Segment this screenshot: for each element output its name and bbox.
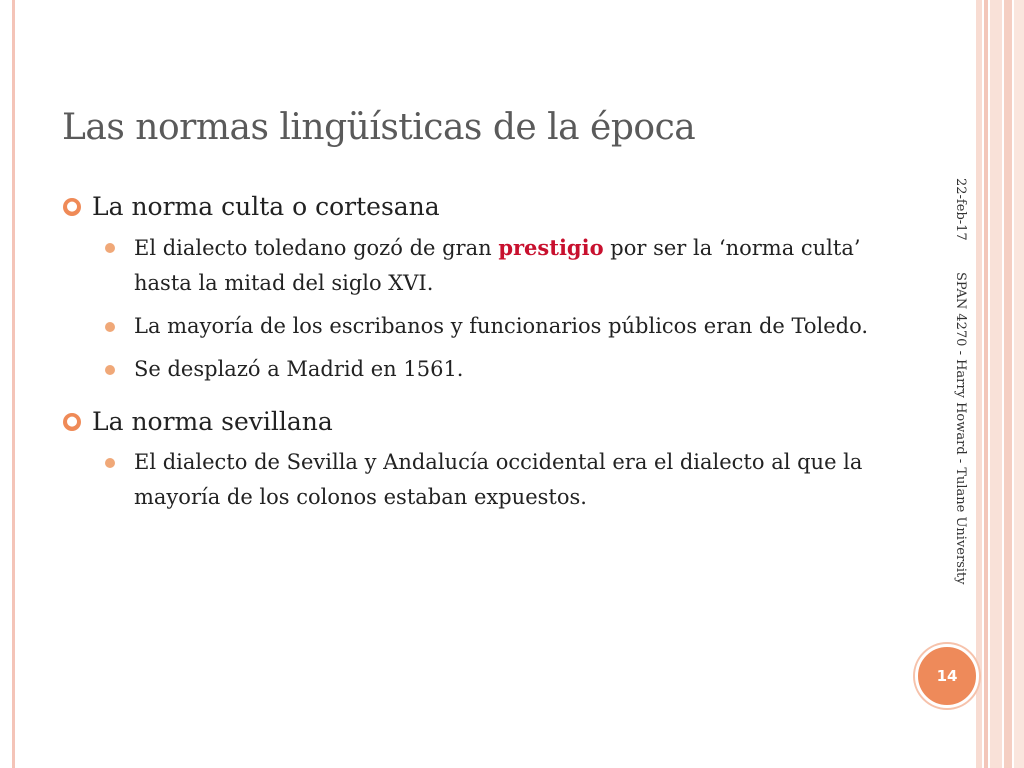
section-heading-text: La norma sevillana xyxy=(92,407,333,436)
right-decor-stripe xyxy=(984,0,988,768)
slide-title: Las normas lingüísticas de la época xyxy=(62,107,696,148)
bullet-list xyxy=(62,445,902,515)
slide-footer: SPAN 4270 - Harry Howard - Tulane University xyxy=(953,272,968,585)
section-heading-sevillana xyxy=(62,405,902,439)
section-heading-text: La norma culta o cortesana xyxy=(92,192,440,221)
highlight-word: prestigio xyxy=(498,235,604,260)
bullet-text: El dialecto toledano gozó de gran xyxy=(134,236,499,260)
right-decor-stripe xyxy=(976,0,982,768)
list-item xyxy=(102,230,902,301)
right-decor-stripe xyxy=(990,0,1002,768)
page-number-badge: 14 xyxy=(915,644,979,708)
slide-date: 22-feb-17 xyxy=(953,178,968,241)
slide-content xyxy=(62,190,902,533)
list-item: La mayoría de los escribanos y funcionarios públicos eran de Toledo. xyxy=(102,309,902,344)
bullet-marker-icon: ● xyxy=(63,198,81,216)
bullet-list xyxy=(62,230,902,387)
section-heading-culta xyxy=(62,190,902,224)
right-decor-stripe xyxy=(1014,0,1024,768)
left-border-line xyxy=(12,0,15,768)
list-item: Se desplazó a Madrid en 1561. xyxy=(102,352,902,387)
bullet-marker-icon: ● xyxy=(63,413,81,431)
list-item: El dialecto de Sevilla y Andalucía occidental era el dialecto al que la mayoría de los colonos estaban expuestos. xyxy=(102,445,902,515)
bullet-text: por ser la ‘norma culta’ hasta la mitad del siglo XVI. xyxy=(134,236,861,295)
right-decor-stripe xyxy=(1004,0,1012,768)
